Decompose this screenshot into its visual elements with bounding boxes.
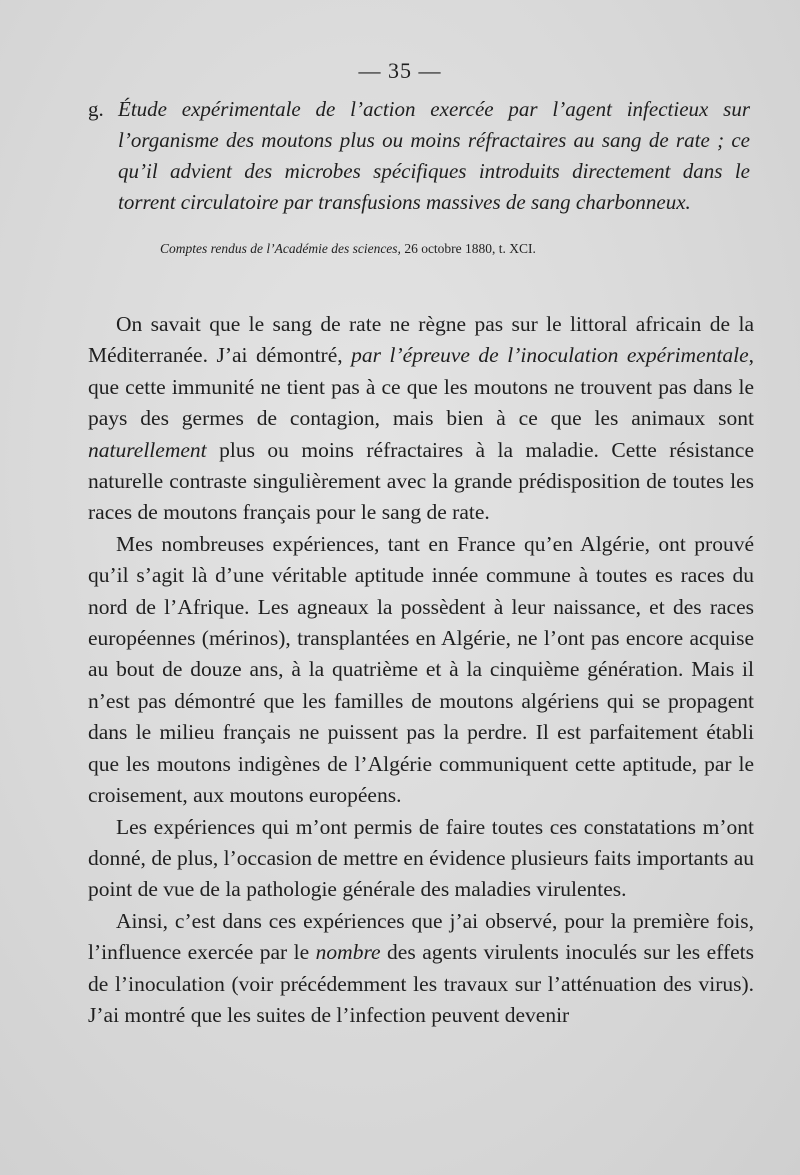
paragraph: [88, 812, 754, 906]
paragraph-text: On savait que le sang de rate ne règne pas sur le littoral africain de la Méditerranée. J’ai démontré,: [88, 312, 754, 368]
page-number: — 35 —: [358, 58, 442, 83]
section-heading-block: [88, 94, 758, 258]
paragraph: [88, 906, 754, 1032]
paragraph: [88, 309, 754, 529]
citation: [88, 240, 758, 258]
paragraph-text: des agents virulents inoculés sur les effets de l’inoculation (voir précédemment les travaux sur l’atténuation des virus). J’ai montré que les suites de l’infection peuvent devenir: [88, 940, 754, 1027]
section-heading: [88, 94, 758, 218]
paragraph-text: plus ou moins réfractaires à la maladie. Cette résistance naturelle contraste singulièrement avec la grande prédisposition de toutes les races de moutons français pour le sang de rate.: [88, 437, 754, 525]
section-marker: g.: [88, 97, 104, 121]
paragraph-text: , que cette immunité ne tient pas à ce que les moutons ne trouvent pas dans le pays des germes de contagion, mais bien à ce que les animaux sont: [88, 343, 754, 431]
citation-source: Comptes rendus de l’Académie des sciences,: [160, 241, 401, 256]
paragraph: [88, 529, 754, 812]
paragraph-text: Ainsi, c’est dans ces expériences que j’ai observé, pour la première fois, l’influence exercée par le: [88, 908, 754, 965]
emphasis-text: nombre: [315, 940, 381, 965]
section-title: Étude expérimentale de l’action exercée par l’agent infectieux sur l’organisme des moutons plus ou moins réfractaires au sang de rate ; ce qu’il advient des microbes spécifiques introduits directement dans le torrent circulatoire par transfusions massives de sang charbonneux.: [118, 97, 750, 214]
paragraph-text: Mes nombreuses expériences, tant en France qu’en Algérie, ont prouvé qu’il s’agit là d’une véritable aptitude innée commune à toutes es races du nord de l’Afrique. Les agneaux la possèdent à leur naissance, et des races européennes (mérinos), transplantées en Algérie, ne l’ont pas encore acquise au bout de douze ans, à la quatrième et à la cinquième génération. Mais il n’est pas démontré que les familles de moutons algériens qui se propagent dans le milieu français ne puissent pas la perdre. Il est parfaitement établi que les moutons indigènes de l’Algérie communiquent cette aptitude, par le croisement, aux moutons européens.: [88, 531, 754, 808]
emphasis-text: naturellement: [88, 437, 207, 462]
citation-date: 26 octobre 1880, t. XCI.: [404, 241, 536, 256]
body-text: [88, 309, 754, 1031]
paragraph-text: Les expériences qui m’ont permis de faire toutes ces constatations m’ont donné, de plus, l’occasion de mettre en évidence plusieurs faits importants au point de vue de la pathologie générale des maladies virulentes.: [88, 814, 754, 902]
emphasis-text: par l’épreuve de l’inoculation expérimentale: [351, 343, 749, 368]
